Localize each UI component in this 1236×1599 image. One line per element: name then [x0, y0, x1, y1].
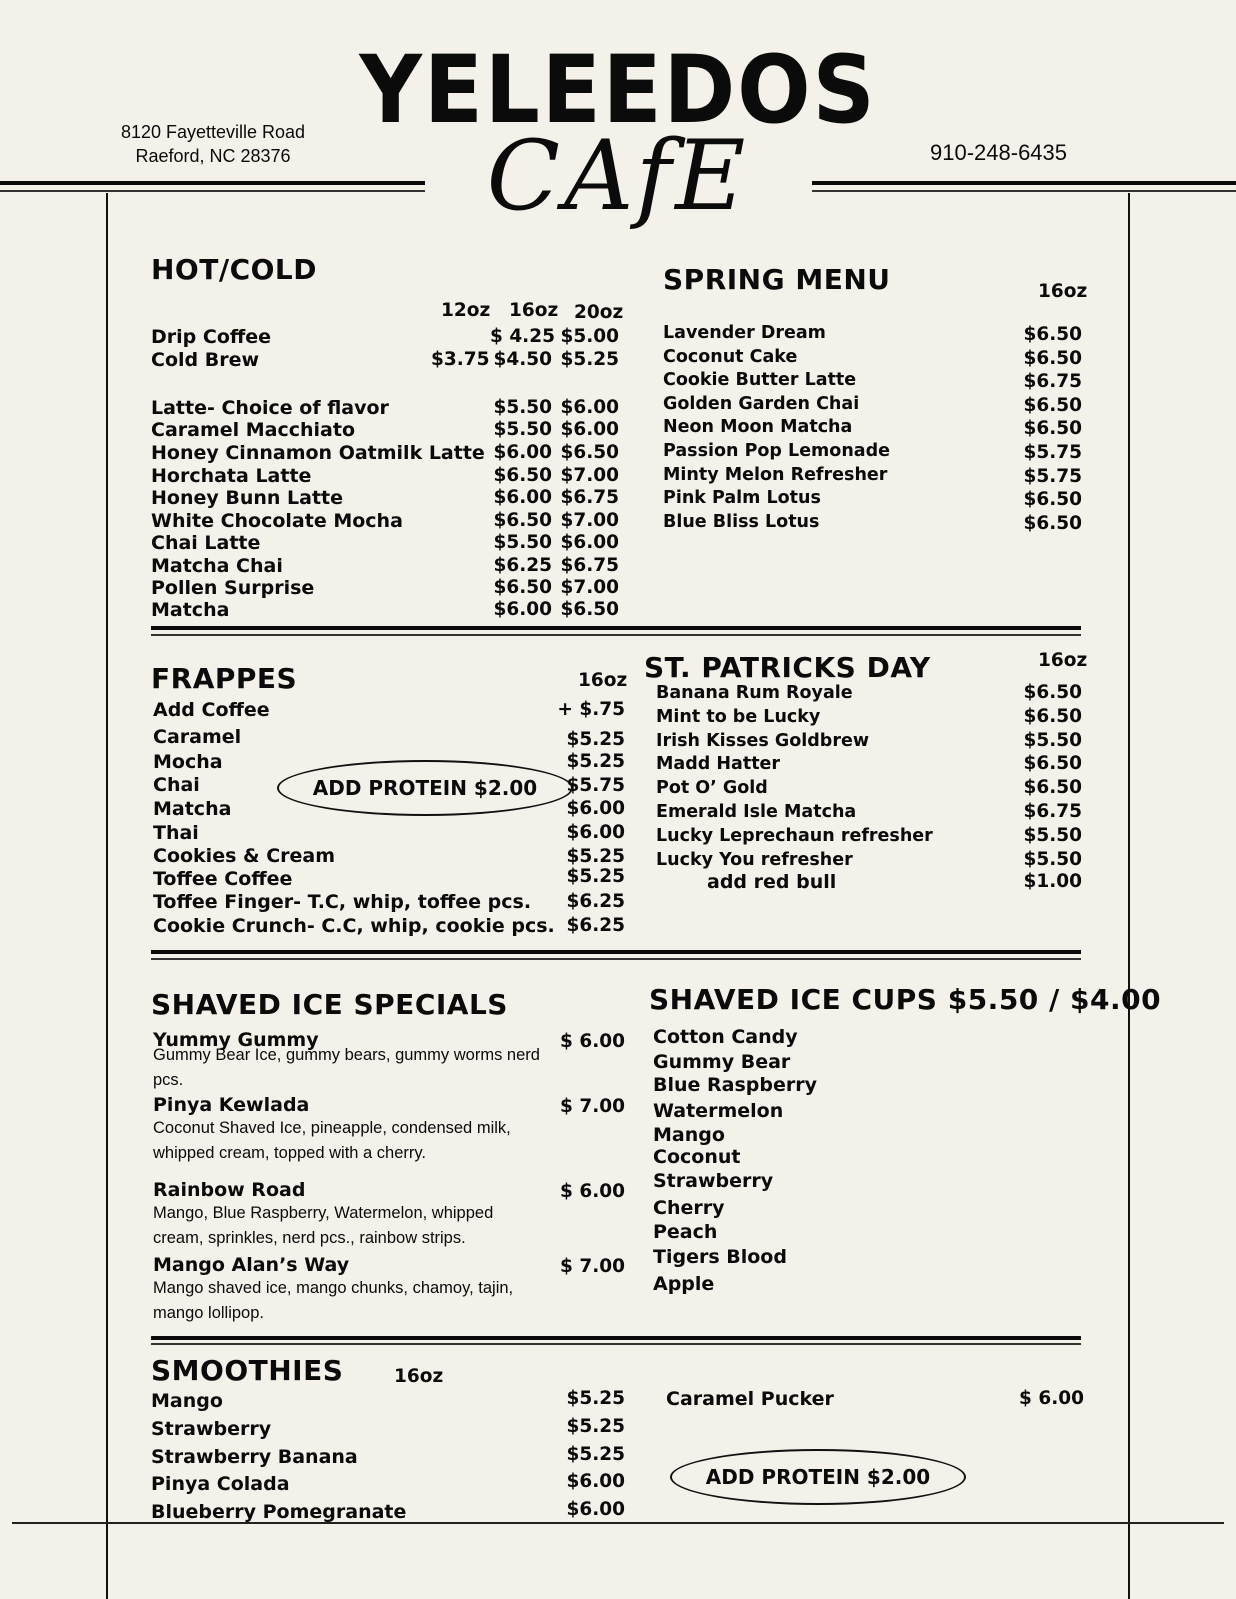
price-16oz: $6.00 — [493, 599, 552, 620]
item-price: $5.25 — [566, 846, 625, 867]
frappes-title: FRAPPES — [151, 662, 298, 695]
item-price: $5.25 — [566, 729, 625, 750]
item-price: $ 7.00 — [560, 1256, 625, 1277]
size-16oz: 16oz — [509, 300, 559, 321]
price-20oz: $7.00 — [560, 577, 619, 598]
price-16oz: $5.50 — [493, 397, 552, 418]
price-16oz: $6.00 — [493, 487, 552, 508]
size-12oz: 12oz — [441, 300, 491, 321]
item-price: $6.25 — [566, 891, 625, 912]
price-20oz: $6.00 — [560, 419, 619, 440]
item-name: Blue Bliss Lotus — [663, 511, 820, 532]
section-divider — [151, 1336, 1081, 1340]
item-price: $6.50 — [1023, 753, 1082, 775]
price-20oz: $6.50 — [560, 442, 619, 463]
address-line2: Raeford, NC 28376 — [135, 146, 291, 166]
item-price: $6.00 — [566, 798, 625, 819]
price-16oz: $6.50 — [493, 510, 552, 531]
item-name: Irish Kisses Goldbrew — [656, 730, 869, 751]
spring-size: 16oz — [1038, 281, 1088, 302]
flavor-item: Strawberry — [653, 1170, 774, 1192]
add-protein-badge: ADD PROTEIN $2.00 — [670, 1449, 966, 1505]
price-20oz: $6.75 — [560, 487, 619, 508]
smoothies-size: 16oz — [394, 1366, 444, 1387]
item-name: Blueberry Pomegranate — [151, 1501, 407, 1524]
item-name: Matcha — [153, 798, 232, 820]
price-16oz: $6.50 — [493, 577, 552, 598]
shaved-cups-title: SHAVED ICE CUPS $5.50 / $4.00 — [649, 983, 1162, 1016]
item-name: White Chocolate Mocha — [151, 510, 403, 532]
section-divider — [151, 626, 1081, 630]
item-name: Rainbow Road — [153, 1179, 306, 1201]
item-name: Pinya Colada — [151, 1473, 290, 1496]
item-price: $5.75 — [566, 775, 625, 796]
item-price: $6.50 — [1023, 705, 1082, 727]
addon-price: $1.00 — [1023, 871, 1082, 892]
item-name: Mint to be Lucky — [656, 706, 821, 727]
section-divider — [151, 950, 1081, 954]
item-price: $6.75 — [1023, 801, 1082, 822]
header-rule-right — [812, 181, 1236, 185]
item-name: Caramel Macchiato — [151, 419, 356, 441]
frame-left — [106, 193, 108, 1599]
flavor-item: Cherry — [653, 1197, 725, 1219]
header-rule-right-thin — [812, 190, 1236, 192]
item-name: Caramel Pucker — [666, 1388, 834, 1410]
item-name: Chai — [153, 774, 200, 796]
item-description: Coconut Shaved Ice, pineapple, condensed milk, — [153, 1119, 511, 1137]
item-description: Mango shaved ice, mango chunks, chamoy, tajin, — [153, 1279, 514, 1297]
size-20oz: 20oz — [574, 302, 624, 323]
addon-name: add red bull — [707, 871, 837, 893]
item-price: $6.00 — [566, 1471, 625, 1493]
header-rule-left-thin — [0, 190, 425, 192]
item-name: Drip Coffee — [151, 326, 272, 348]
item-name: Toffee Coffee — [153, 868, 293, 890]
item-description: whipped cream, topped with a cherry. — [153, 1144, 426, 1162]
price-20oz: $6.00 — [560, 397, 619, 418]
flavor-item: Cotton Candy — [653, 1026, 798, 1048]
frame-right — [1128, 193, 1130, 1599]
price-16oz: $ 4.25 — [490, 326, 555, 347]
price-20oz: $5.25 — [560, 349, 619, 370]
flavor-item: Peach — [653, 1221, 718, 1243]
brand-subtitle: CAfE — [486, 120, 750, 232]
item-description: mango lollipop. — [153, 1304, 264, 1322]
item-price: $6.00 — [566, 822, 625, 843]
item-name: Add Coffee — [153, 699, 270, 721]
item-price: $5.50 — [1023, 824, 1082, 846]
header-rule-left — [0, 181, 425, 185]
item-price: $6.50 — [1023, 682, 1082, 703]
section-divider-thin — [151, 958, 1081, 960]
item-name: Minty Melon Refresher — [663, 464, 888, 485]
item-name: Honey Cinnamon Oatmilk Latte — [151, 442, 485, 464]
flavor-item: Tigers Blood — [653, 1246, 787, 1268]
item-name: Chai Latte — [151, 532, 261, 554]
item-name: Pot O’ Gold — [656, 778, 768, 799]
item-name: Caramel — [153, 726, 242, 748]
section-divider-thin — [151, 1343, 1081, 1345]
item-name: Strawberry Banana — [151, 1445, 358, 1468]
item-description: Mango, Blue Raspberry, Watermelon, whipped — [153, 1204, 494, 1222]
item-price: $5.50 — [1023, 848, 1082, 870]
menu-item — [666, 1388, 1084, 1411]
price-16oz: $4.50 — [493, 349, 552, 370]
item-price: $6.50 — [1023, 489, 1082, 511]
item-price: $ 7.00 — [560, 1096, 625, 1117]
item-price: $5.25 — [566, 1443, 625, 1465]
item-price: $ 6.00 — [1019, 1388, 1084, 1409]
price-20oz: $6.50 — [560, 599, 619, 620]
item-name: Passion Pop Lemonade — [663, 441, 890, 461]
item-name: Matcha Chai — [151, 555, 283, 577]
add-protein-badge: ADD PROTEIN $2.00 — [277, 760, 573, 816]
item-price: $5.50 — [1023, 729, 1082, 751]
item-price: $ 6.00 — [560, 1031, 625, 1052]
price-20oz: $5.00 — [560, 326, 619, 347]
phone-number: 910-248-6435 — [930, 140, 1068, 165]
item-price: $6.00 — [566, 1499, 625, 1521]
flavor-item: Gummy Bear — [653, 1051, 791, 1073]
item-name: Pinya Kewlada — [153, 1094, 310, 1116]
item-price: $6.50 — [1023, 324, 1082, 345]
item-name: Mango Alan’s Way — [153, 1254, 350, 1276]
item-price: $ 6.00 — [560, 1181, 625, 1202]
address-line1: 8120 Fayetteville Road — [120, 122, 306, 142]
item-price: $5.25 — [566, 866, 625, 887]
flavor-item: Coconut — [653, 1146, 741, 1168]
price-12oz: $3.75 — [431, 349, 490, 370]
spring-title: SPRING MENU — [663, 263, 891, 296]
item-name: Horchata Latte — [151, 465, 312, 487]
item-price: $5.75 — [1023, 442, 1082, 463]
price-20oz: $7.00 — [560, 465, 619, 486]
item-name: Pink Palm Lotus — [663, 488, 821, 509]
item-price: $6.75 — [1023, 371, 1082, 393]
item-name: Golden Garden Chai — [663, 393, 860, 414]
item-price: $6.25 — [566, 915, 625, 936]
price-16oz: $5.50 — [493, 419, 552, 440]
item-name: Neon Moon Matcha — [663, 417, 853, 438]
item-description: pcs. — [153, 1071, 184, 1089]
item-price: $6.50 — [1023, 347, 1082, 369]
item-name: Honey Bunn Latte — [151, 487, 344, 509]
section-divider-thin — [151, 634, 1081, 636]
price-16oz: $5.50 — [493, 532, 552, 553]
flavor-item: Watermelon — [653, 1100, 784, 1122]
item-name: Banana Rum Royale — [656, 683, 853, 703]
flavor-item: Mango — [653, 1124, 725, 1146]
smoothies-title: SMOOTHIES — [151, 1354, 344, 1387]
item-price: + $.75 — [557, 699, 625, 720]
price-16oz: $6.25 — [493, 555, 552, 576]
price-20oz: $6.75 — [560, 555, 619, 576]
st-patricks-title: ST. PATRICKS DAY — [644, 651, 931, 684]
item-price: $5.25 — [566, 751, 625, 772]
item-name: Cold Brew — [151, 349, 260, 371]
item-name: Cookies & Cream — [153, 845, 336, 867]
st-patricks-size: 16oz — [1038, 650, 1088, 671]
item-name: Mocha — [153, 751, 223, 773]
item-name: Matcha — [151, 599, 230, 621]
price-20oz: $6.00 — [560, 532, 619, 553]
item-name: Emerald Isle Matcha — [656, 802, 857, 822]
item-price: $6.50 — [1023, 777, 1082, 799]
price-16oz: $6.00 — [493, 442, 552, 463]
flavor-item: Apple — [653, 1273, 715, 1295]
item-price: $6.50 — [1023, 512, 1082, 534]
item-price: $6.50 — [1023, 394, 1082, 416]
item-price: $5.25 — [566, 1415, 625, 1437]
item-name: Mango — [151, 1390, 223, 1412]
shaved-specials-title: SHAVED ICE SPECIALS — [151, 988, 508, 1021]
item-name: Cookie Crunch- C.C, whip, cookie pcs. — [153, 915, 555, 937]
flavor-item: Blue Raspberry — [653, 1074, 817, 1096]
item-name: Madd Hatter — [656, 754, 781, 775]
item-name: Cookie Butter Latte — [663, 370, 857, 391]
item-name: Yummy Gummy — [153, 1029, 319, 1051]
item-price: $5.25 — [566, 1388, 625, 1409]
item-name: Lucky Leprechaun refresher — [656, 825, 933, 846]
item-price: $5.75 — [1023, 465, 1082, 487]
price-20oz: $7.00 — [560, 510, 619, 531]
item-name: Lavender Dream — [663, 323, 826, 343]
brand-title: YELEEDOS — [359, 36, 877, 145]
item-name: Strawberry — [151, 1417, 272, 1440]
item-name: Toffee Finger- T.C, whip, toffee pcs. — [153, 891, 532, 913]
item-description: Gummy Bear Ice, gummy bears, gummy worms nerd — [153, 1046, 540, 1064]
item-name: Pollen Surprise — [151, 577, 315, 599]
item-name: Coconut Cake — [663, 346, 798, 367]
frappes-size: 16oz — [578, 670, 628, 691]
menu-item — [707, 871, 1082, 894]
item-description: cream, sprinkles, nerd pcs., rainbow strips. — [153, 1229, 466, 1247]
item-name: Lucky You refresher — [656, 849, 853, 870]
hot-cold-title: HOT/COLD — [151, 253, 317, 286]
item-name: Latte- Choice of flavor — [151, 397, 389, 419]
item-price: $6.50 — [1023, 418, 1082, 440]
item-name: Thai — [153, 822, 199, 844]
price-16oz: $6.50 — [493, 465, 552, 486]
